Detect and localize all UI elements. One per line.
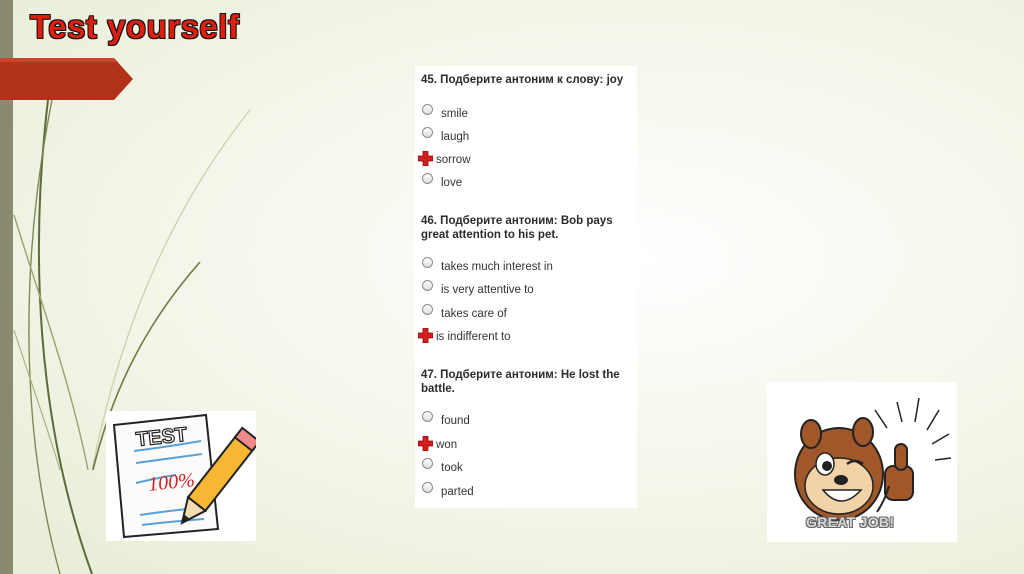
question-46-title: 46. Подберите антоним: Bob pays great attention to his pet.	[421, 215, 613, 241]
quiz-panel	[415, 66, 637, 508]
question-45-option[interactable]	[421, 175, 462, 191]
red-cross-icon	[418, 436, 433, 451]
option-label: won	[436, 439, 458, 451]
question-46-option[interactable]	[421, 259, 553, 275]
option-label: found	[441, 415, 470, 427]
great-job-caption: GREAT JOB!	[806, 514, 895, 530]
question-46-option[interactable]	[421, 282, 534, 298]
question-47-option-marked[interactable]	[421, 437, 457, 453]
option-label: parted	[441, 486, 474, 498]
radio-button-icon[interactable]	[422, 257, 433, 268]
option-label: laugh	[441, 131, 470, 143]
test-word: TEST	[135, 423, 189, 452]
slide-title: Test yourself	[30, 8, 240, 45]
radio-button-icon[interactable]	[422, 458, 433, 469]
question-46-option[interactable]	[421, 306, 507, 322]
red-cross-icon	[418, 328, 433, 343]
radio-button-icon[interactable]	[422, 104, 433, 115]
radio-button-icon[interactable]	[422, 280, 433, 291]
question-46-option-marked[interactable]	[421, 329, 511, 345]
radio-button-icon[interactable]	[422, 173, 433, 184]
title-arrow-banner	[0, 58, 135, 102]
radio-button-icon[interactable]	[422, 482, 433, 493]
option-label: takes much interest in	[441, 261, 553, 273]
question-47-option[interactable]	[421, 413, 470, 429]
red-cross-icon	[418, 151, 433, 166]
option-label: love	[441, 177, 463, 189]
option-label: sorrow	[436, 154, 471, 166]
option-label: is indifferent to	[436, 331, 511, 343]
question-45-option[interactable]	[421, 129, 469, 145]
test-score: 100%	[147, 469, 196, 496]
question-45-option[interactable]	[421, 106, 468, 122]
question-47-option[interactable]	[421, 484, 474, 500]
radio-button-icon[interactable]	[422, 304, 433, 315]
question-45-option-marked[interactable]	[421, 152, 471, 168]
question-47-option[interactable]	[421, 460, 463, 476]
radio-button-icon[interactable]	[422, 411, 433, 422]
option-label: is very attentive to	[441, 284, 534, 296]
radio-button-icon[interactable]	[422, 127, 433, 138]
test-paper-pencil-icon	[106, 411, 256, 541]
question-47-title: 47. Подберите антоним: He lost the battle.	[421, 369, 620, 395]
option-label: smile	[441, 108, 468, 120]
option-label: takes care of	[441, 308, 507, 320]
option-label: took	[441, 462, 463, 474]
question-45-title: 45. Подберите антоним к слову: joy	[421, 74, 624, 86]
